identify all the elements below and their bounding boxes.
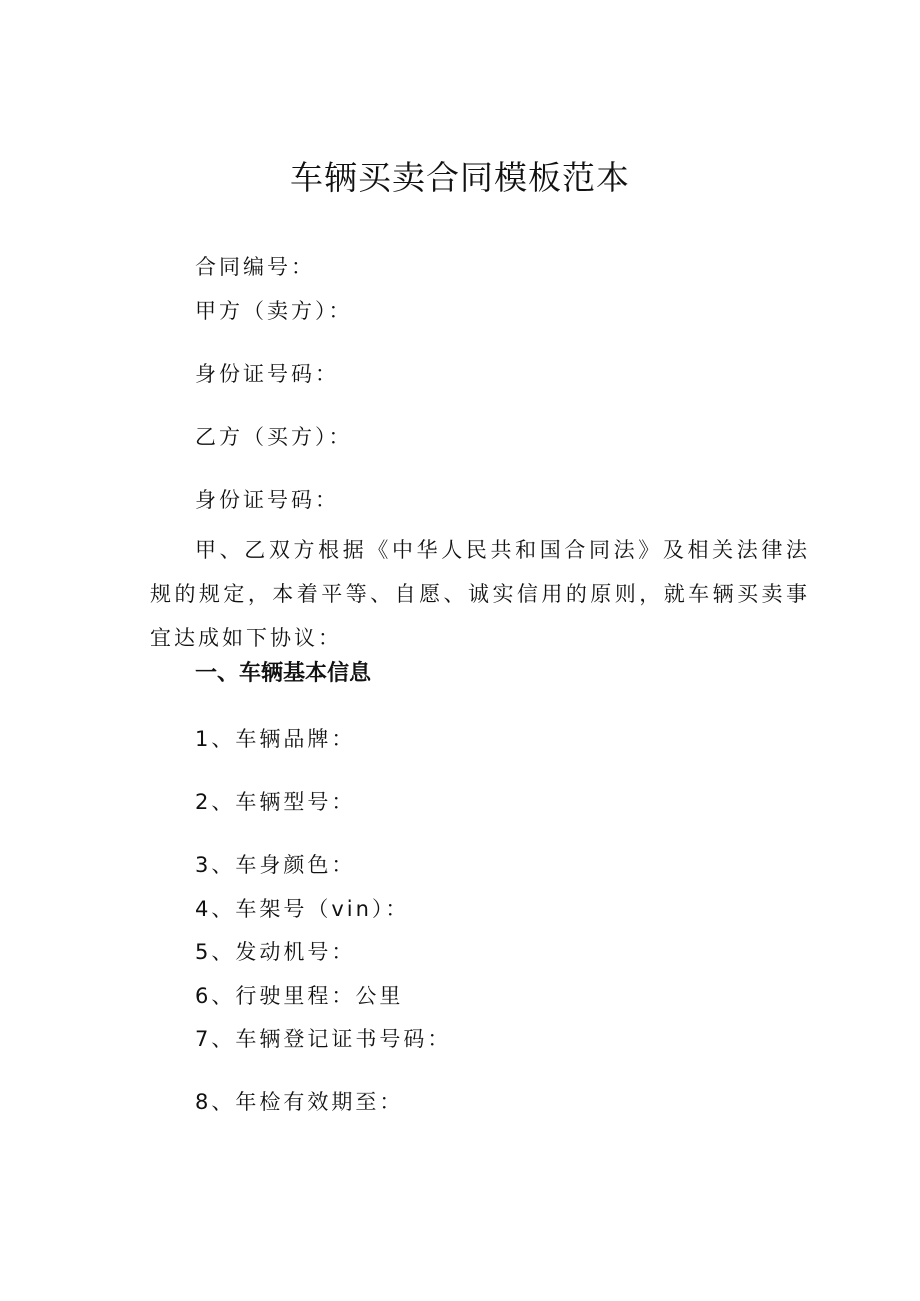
list-item: 8、年检有效期至：: [195, 1090, 404, 1114]
document-title: 车辆买卖合同模板范本: [290, 158, 630, 197]
list-item: 5、发动机号：: [195, 940, 356, 964]
list-item: 6、行驶里程：公里: [195, 984, 404, 1008]
list-item: 7、车辆登记证书号码：: [195, 1027, 452, 1051]
list-item: 3、车身颜色：: [195, 853, 356, 877]
party-a-field: 甲方（卖方）：: [195, 299, 353, 323]
section-heading-vehicle-info: 一、车辆基本信息: [195, 660, 372, 685]
party-b-id-field: 身份证号码：: [195, 488, 339, 512]
contract-number-field: 合同编号：: [195, 255, 315, 279]
intro-paragraph: 甲、乙双方根据《中华人民共和国合同法》及相关法律法规的规定，本着平等、自愿、诚实信用的原则，就车辆买卖事宜达成如下协议：: [150, 538, 810, 650]
list-item: 4、车架号（vin）：: [195, 897, 410, 921]
party-a-id-field: 身份证号码：: [195, 362, 339, 386]
list-item: 1、车辆品牌：: [195, 727, 356, 751]
list-item: 2、车辆型号：: [195, 790, 356, 814]
party-b-field: 乙方（买方）：: [195, 425, 353, 449]
